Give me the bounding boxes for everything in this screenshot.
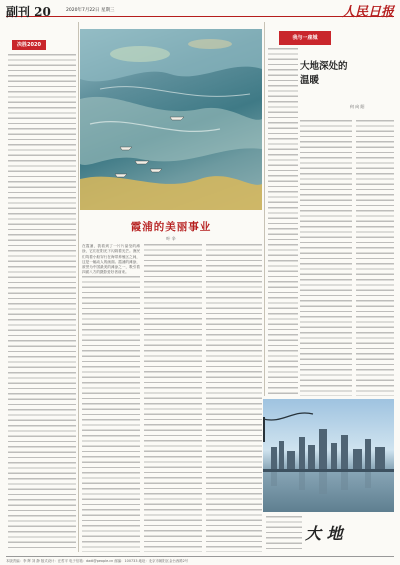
page-header [6,3,394,20]
side-article-col-1 [268,48,298,396]
main-article-lead: 在霞浦，我看到了一片片晶莹的滩涂，它们在阳光下闪烁着光芒。渔民们驾着小船穿行在海带养殖区之间，这是一幅动人的画面。霞浦的滩涂，被誉为中国最美的滩涂之一，吸引着四面八方的摄影爱好者前来。 [82,244,140,274]
side-article-author: 何 向 阳 [350,104,365,109]
side-article-col-3 [300,120,352,396]
main-article-col-3 [206,244,262,552]
main-photo [80,29,262,210]
page-footer: 本版责编：李 辉 刘 静 版式设计：汪哲平 电子信箱：dadi@people.cn 邮编：100733 地址：北京市朝阳区金台西路2号 [6,556,394,563]
main-article-col-2 [144,244,202,552]
section-title: 大 地 [305,524,343,543]
section-badge-left: 决胜2020 [12,40,46,50]
page-label: 副刊 20 [6,5,51,19]
side-article-title-text: 大地深处的温暖 [300,61,348,86]
side-article-title [300,60,352,88]
tidal-flat-illustration [80,29,262,210]
column-divider [264,22,265,396]
article-author: 叶 辛 [166,236,176,241]
bottom-right-text [266,516,302,552]
skyline-illustration [263,399,394,512]
section-badge-right: 我与一座城 [279,31,331,45]
side-article-col-2 [356,120,394,396]
city-skyline-photo [263,399,394,512]
left-column-text [8,54,76,552]
issue-date: 2020年7月22日 星期三 [66,8,115,13]
article-title: 霞浦的美丽事业 [130,221,212,233]
masthead: 人民日报 [341,5,394,20]
main-article-col-1 [82,276,140,552]
column-divider [78,22,79,552]
